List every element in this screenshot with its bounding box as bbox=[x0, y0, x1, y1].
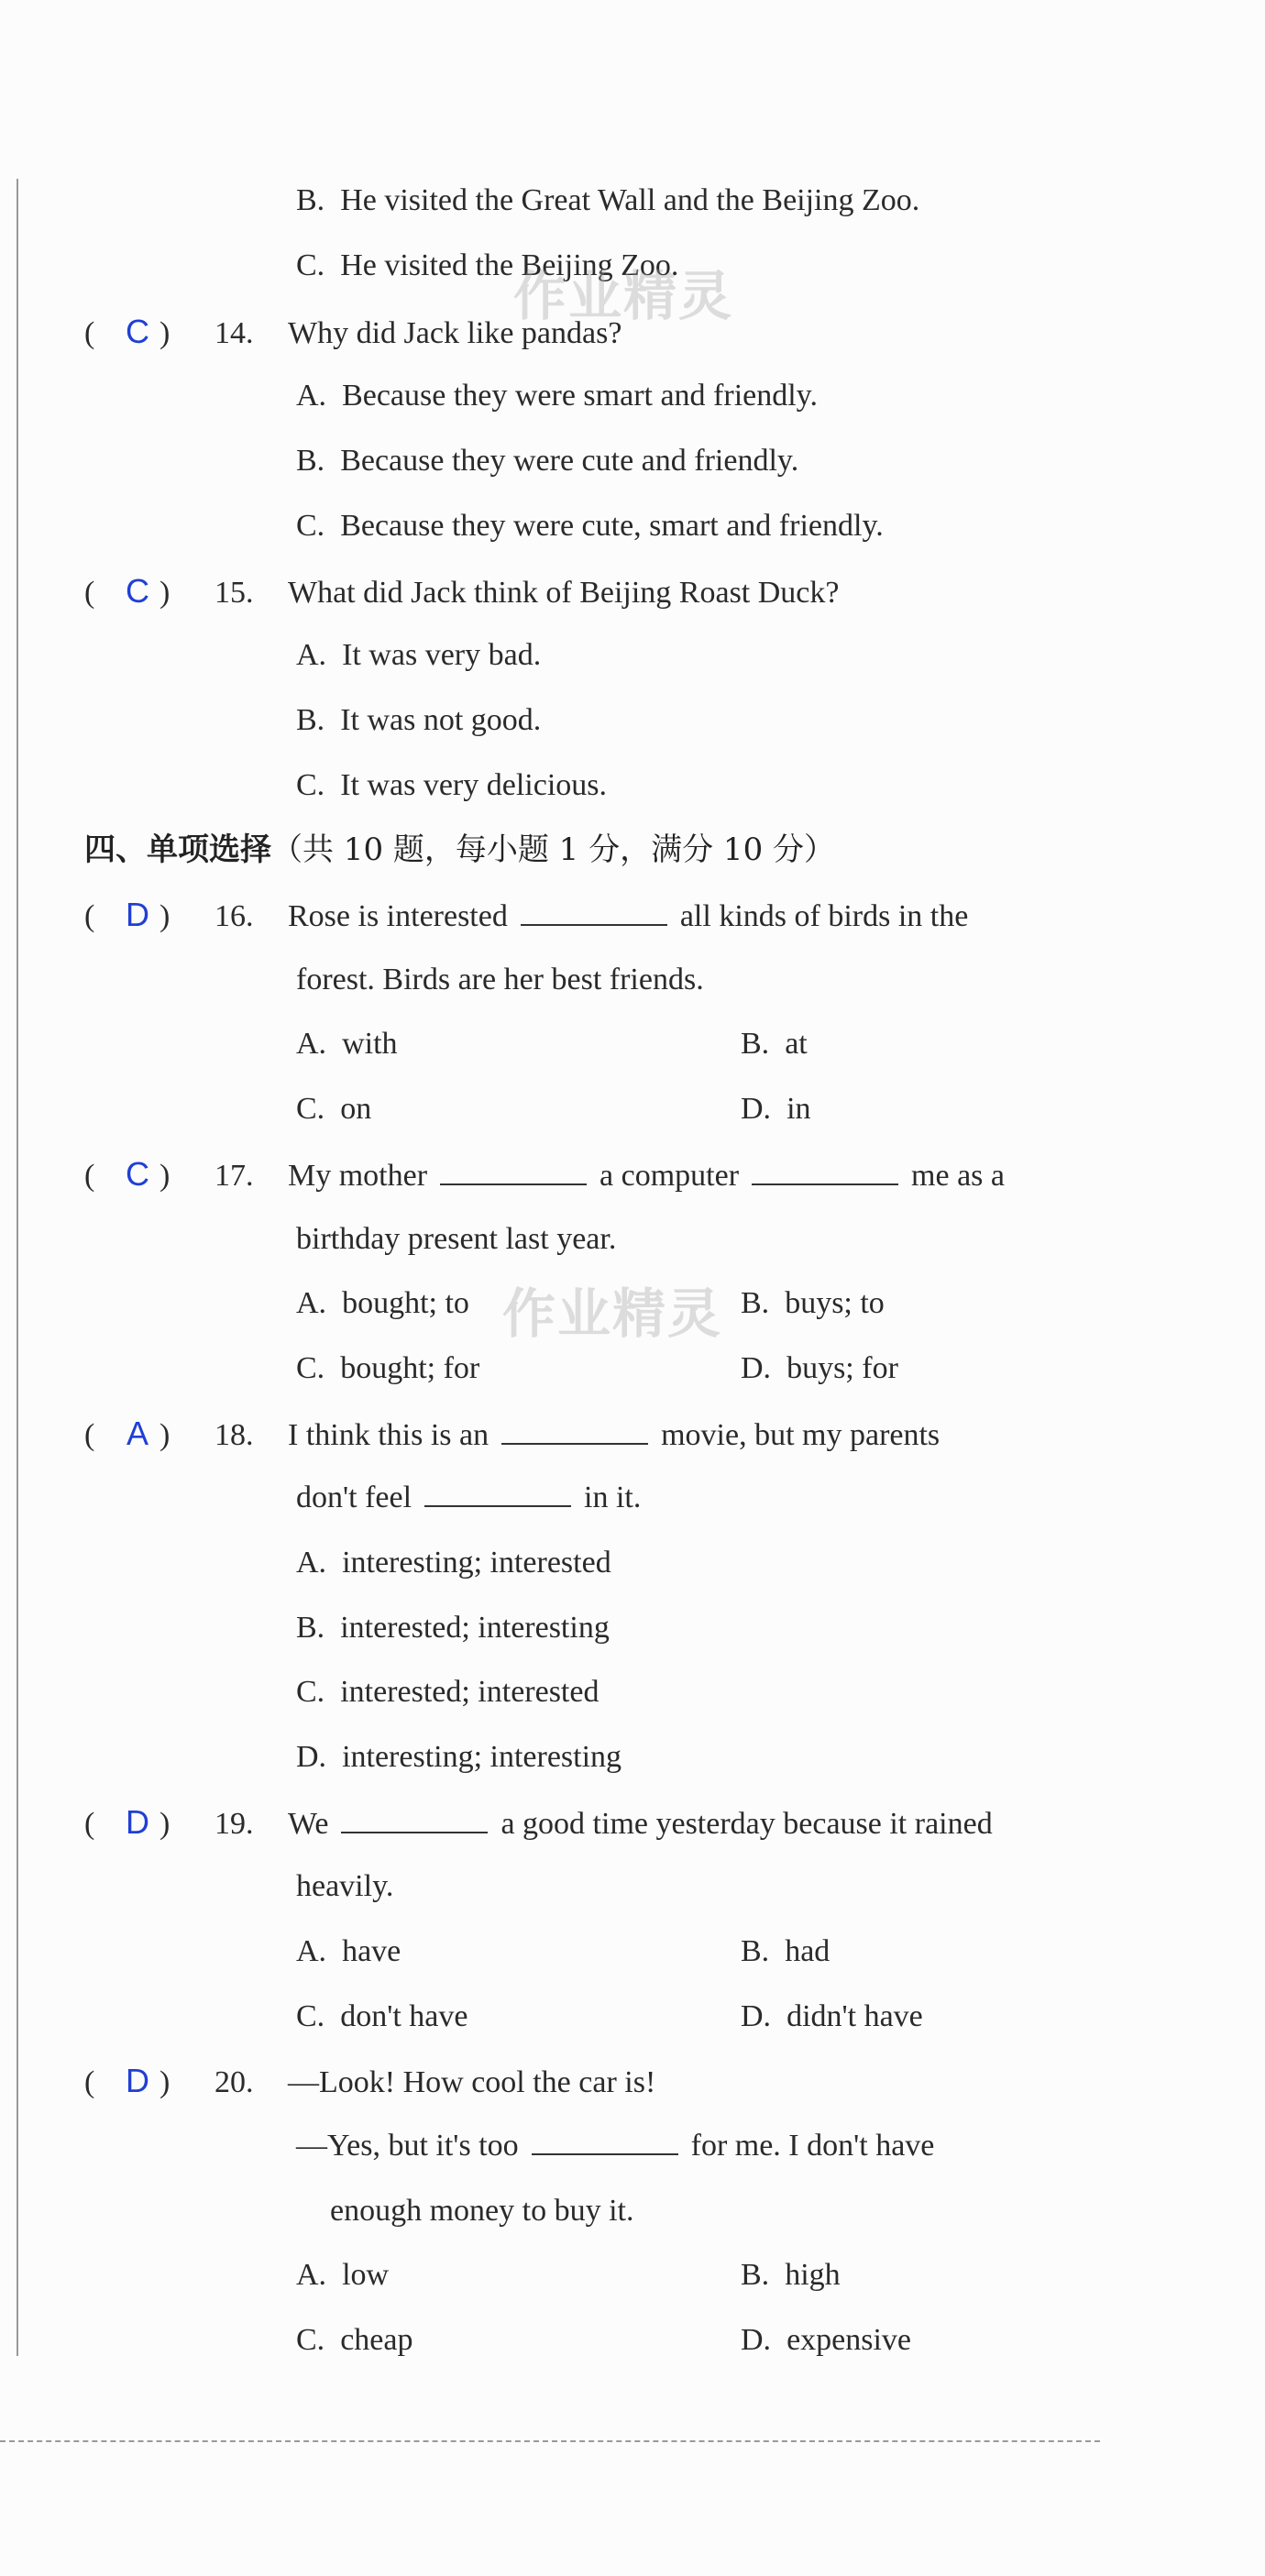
option-q13-c: C. He visited the Beijing Zoo. bbox=[296, 248, 679, 282]
question-20-line2: —Yes, but it's too for me. I don't have bbox=[296, 2126, 934, 2166]
answer-blank bbox=[440, 1156, 587, 1185]
option-q14-c: C. Because they were cute, smart and friendly. bbox=[296, 509, 884, 543]
option-q16-c: C. on bbox=[296, 1092, 372, 1126]
question-14: ( C ) 14. Why did Jack like pandas? bbox=[84, 313, 622, 350]
question-17-cont: birthday present last year. bbox=[296, 1222, 617, 1256]
option-q14-a: A. Because they were smart and friendly. bbox=[296, 379, 818, 413]
question-16: ( D ) 16. Rose is interested all kinds of birds in the bbox=[84, 896, 969, 933]
answer-20: D bbox=[126, 2062, 149, 2099]
option-q18-b: B. interested; interesting bbox=[296, 1611, 610, 1645]
bottom-dashed-rule bbox=[0, 2440, 1100, 2442]
option-q17-b: B. buys; to bbox=[741, 1286, 885, 1320]
answer-blank bbox=[521, 897, 667, 926]
question-16-cont: forest. Birds are her best friends. bbox=[296, 963, 704, 996]
question-19-cont: heavily. bbox=[296, 1869, 394, 1903]
option-q19-d: D. didn't have bbox=[741, 1999, 923, 2033]
question-20-line3: enough money to buy it. bbox=[330, 2194, 634, 2228]
watermark: 作业精灵 bbox=[513, 265, 734, 327]
answer-14: C bbox=[126, 313, 149, 350]
option-q16-b: B. at bbox=[741, 1027, 808, 1061]
option-q18-d: D. interesting; interesting bbox=[296, 1740, 622, 1774]
question-18: ( A ) 18. I think this is an movie, but my parents bbox=[84, 1415, 940, 1452]
answer-18: A bbox=[126, 1415, 148, 1452]
question-15: ( C ) 15. What did Jack think of Beijing Roast Duck? bbox=[84, 572, 840, 610]
option-q18-a: A. interesting; interested bbox=[296, 1546, 611, 1580]
option-q16-d: D. in bbox=[741, 1092, 811, 1126]
answer-blank bbox=[501, 1415, 648, 1445]
section-title: 四、单项选择（共 10 题，每小题 1 分，满分 10 分） bbox=[84, 831, 836, 868]
option-q15-a: A. It was very bad. bbox=[296, 638, 542, 672]
answer-blank bbox=[341, 1804, 488, 1833]
option-q19-c: C. don't have bbox=[296, 1999, 468, 2033]
answer-blank bbox=[424, 1478, 571, 1507]
left-margin-line bbox=[16, 179, 18, 2356]
option-q16-a: A. with bbox=[296, 1027, 398, 1061]
answer-16: D bbox=[126, 896, 149, 933]
answer-15: C bbox=[126, 572, 149, 610]
option-q19-b: B. had bbox=[741, 1934, 830, 1968]
option-q18-c: C. interested; interested bbox=[296, 1675, 600, 1709]
question-19: ( D ) 19. We a good time yesterday because it rained bbox=[84, 1803, 993, 1841]
option-q19-a: A. have bbox=[296, 1934, 402, 1968]
answer-19: D bbox=[126, 1803, 149, 1841]
option-q13-b: B. He visited the Great Wall and the Beijing Zoo. bbox=[296, 183, 920, 217]
option-q17-a: A. bought; to bbox=[296, 1286, 469, 1320]
answer-blank bbox=[532, 2126, 678, 2155]
answer-blank bbox=[752, 1156, 898, 1185]
question-17: ( C ) 17. My mother a computer me as a bbox=[84, 1155, 1005, 1193]
option-q20-c: C. cheap bbox=[296, 2323, 413, 2357]
watermark: 作业精灵 bbox=[502, 1282, 723, 1345]
option-q14-b: B. Because they were cute and friendly. bbox=[296, 444, 799, 478]
question-20: ( D ) 20. —Look! How cool the car is! bbox=[84, 2062, 656, 2099]
question-18-cont: don't feel in it. bbox=[296, 1478, 641, 1518]
option-q15-b: B. It was not good. bbox=[296, 703, 542, 737]
answer-17: C bbox=[126, 1155, 149, 1193]
option-q20-a: A. low bbox=[296, 2258, 390, 2292]
option-q20-b: B. high bbox=[741, 2258, 841, 2292]
option-q17-c: C. bought; for bbox=[296, 1351, 480, 1385]
option-q17-d: D. buys; for bbox=[741, 1351, 898, 1385]
option-q15-c: C. It was very delicious. bbox=[296, 768, 607, 802]
option-q20-d: D. expensive bbox=[741, 2323, 912, 2357]
